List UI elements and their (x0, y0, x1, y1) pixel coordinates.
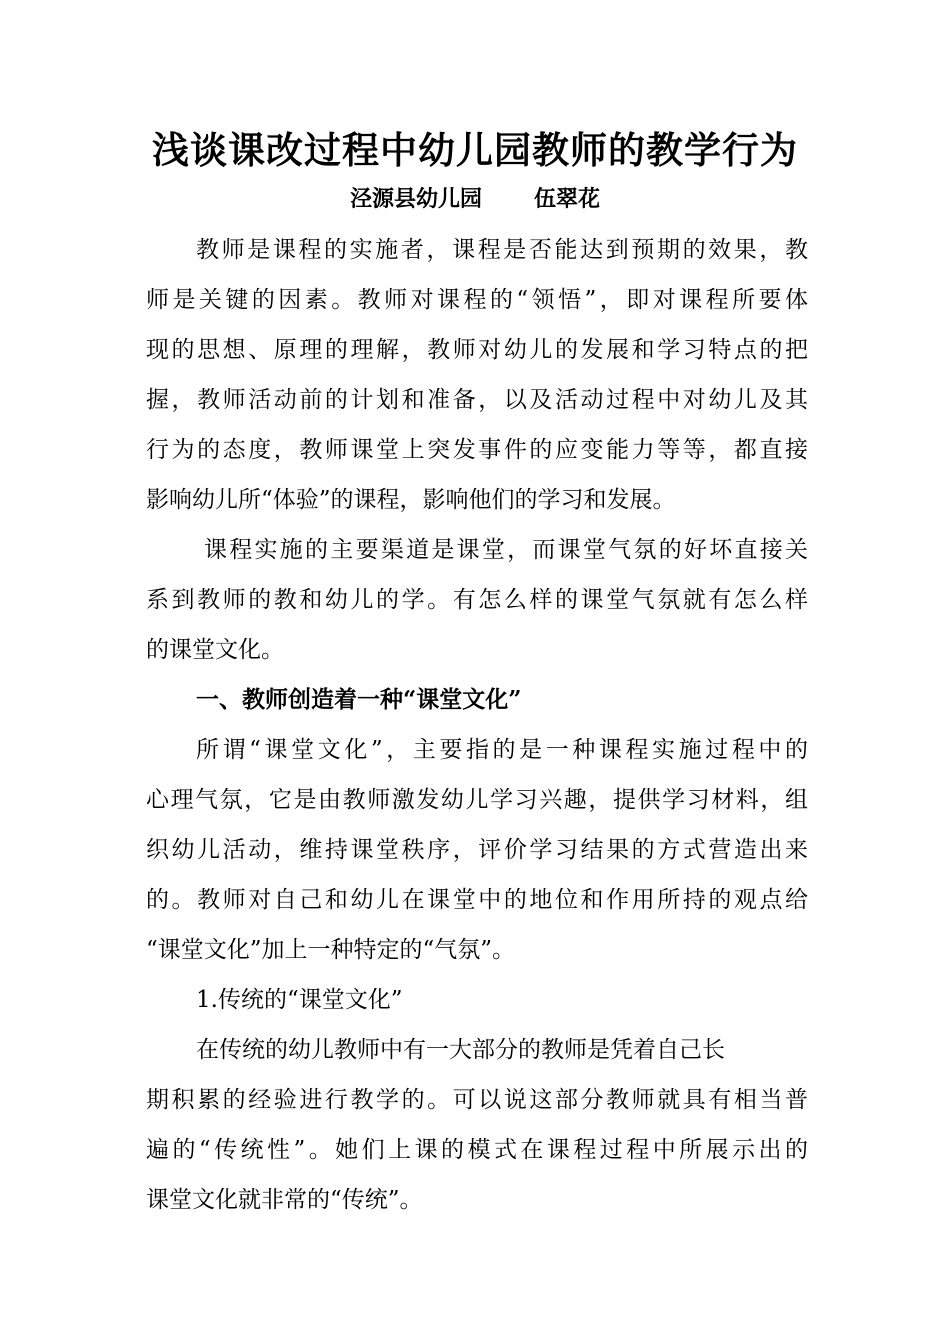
paragraph-4-line-3: 遍的“传统性”。她们上课的模式在课程过程中所展示出的 (146, 1137, 808, 1163)
author-name: 伍翠花 (534, 186, 601, 212)
paragraph-2-line-2: 系到教师的教和幼儿的学。有怎么样的课堂气氛就有怎么样 (146, 587, 808, 613)
paragraph-1-line-4: 握，教师活动前的计划和准备，以及活动过程中对幼儿及其 (146, 387, 808, 413)
document-title: 浅谈课改过程中幼儿园教师的教学行为 (152, 128, 798, 172)
paragraph-3-line-5: “课堂文化”加上一种特定的“气氛”。 (146, 937, 516, 963)
paragraph-2-line-3: 的课堂文化。 (146, 637, 284, 663)
paragraph-2-line-1: 课程实施的主要渠道是课堂，而课堂气氛的好坏直接关 (204, 537, 808, 563)
paragraph-3-line-4: 的。教师对自己和幼儿在课堂中的地位和作用所持的观点给 (146, 887, 808, 913)
paragraph-3-line-2: 心理气氛，它是由教师激发幼儿学习兴趣，提供学习材料，组 (146, 787, 808, 813)
paragraph-4-line-2: 期积累的经验进行教学的。可以说这部分教师就具有相当普 (146, 1087, 808, 1113)
section-heading: 一、教师创造着一种“课堂文化” (196, 686, 522, 713)
paragraph-4-line-4: 课堂文化就非常的“传统”。 (146, 1187, 423, 1213)
author-organization: 泾源县幼儿园 (349, 186, 482, 212)
author-byline (0, 182, 950, 216)
paragraph-3-line-1: 所谓“课堂文化”，主要指的是一种课程实施过程中的 (196, 737, 808, 763)
paragraph-1-line-2: 师是关键的因素。教师对课程的“领悟”，即对课程所要体 (146, 287, 808, 313)
paragraph-1-line-1: 教师是课程的实施者，课程是否能达到预期的效果，教 (196, 237, 808, 263)
paragraph-1-line-3: 现的思想、原理的理解，教师对幼儿的发展和学习特点的把 (146, 337, 808, 363)
paragraph-3-line-3: 织幼儿活动，维持课堂秩序，评价学习结果的方式营造出来 (146, 837, 808, 863)
paragraph-1-line-5: 行为的态度，教师课堂上突发事件的应变能力等等，都直接 (146, 437, 808, 463)
paragraph-4-line-1: 在传统的幼儿教师中有一大部分的教师是凭着自己长 (196, 1037, 725, 1063)
paragraph-1-line-6: 影响幼儿所“体验”的课程，影响他们的学习和发展。 (146, 487, 676, 513)
subsection-heading: 1.传统的“课堂文化” (196, 987, 403, 1013)
